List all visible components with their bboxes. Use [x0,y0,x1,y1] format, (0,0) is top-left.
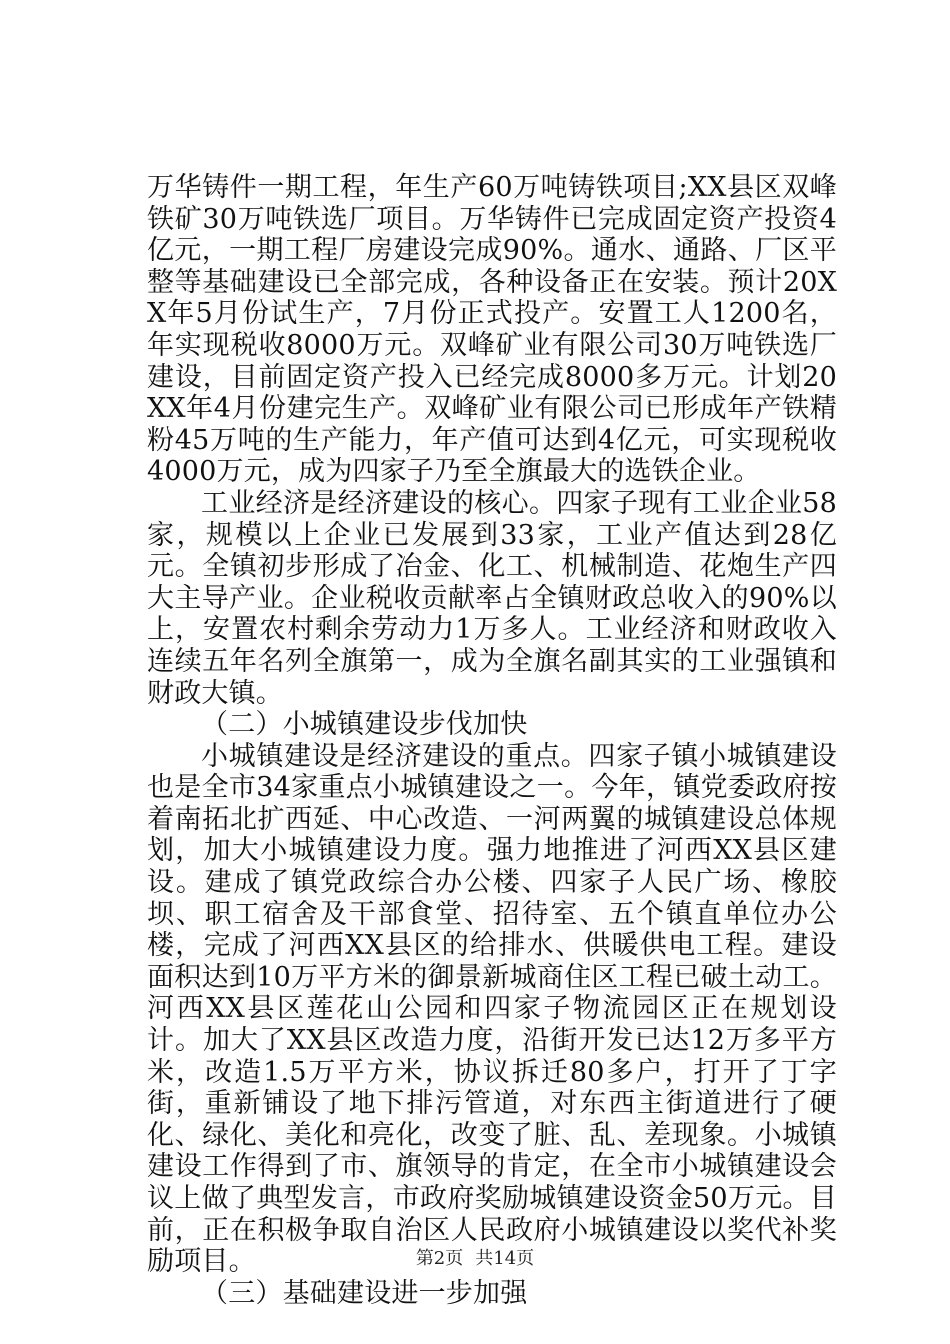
page-total: 共14页 [475,1248,535,1269]
document-body [147,172,837,1309]
paragraph-industrial-economy: 工业经济是经济建设的核心。四家子现有工业企业58家，规模以上企业已发展到33家，工业产值达到28亿元。全镇初步形成了冶金、化工、机械制造、花炮生产四大主导产业。企业税收贡献率占全镇财政总收入的90%以上，安置农村剩余劳动力1万多人。工业经济和财政收入连续五年名列全旗第一，成为全旗名副其实的工业强镇和财政大镇。 [147,487,837,709]
section-heading-small-town: （二）小城镇建设步伐加快 [201,709,528,741]
section-heading-infrastructure: （三）基础建设进一步加强 [201,1277,528,1309]
paragraph-small-town-construction: 小城镇建设是经济建设的重点。四家子镇小城镇建设也是全市34家重点小城镇建设之一。今年，镇党委政府按着南拓北扩西延、中心改造、一河两翼的城镇建设总体规划，加大小城镇建设力度。强力地推进了河西XX县区建设。建成了镇党政综合办公楼、四家子人民广场、橡胶坝、职工宿舍及干部食堂、招待室、五个镇直单位办公楼，完成了河西XX县区的给排水、供暖供电工程。建设面积达到10万平方米的御景新城商住区工程已破土动工。河西XX县区莲花山公园和四家子物流园区正在规划设计。加大了XX县区改造力度，沿街开发已达12万多平方米，改造1.5万平方米，协议拆迁80多户，打开了丁字街，重新铺设了地下排污管道，对东西主街道进行了硬化、绿化、美化和亮化，改变了脏、乱、差现象。小城镇建设工作得到了市、旗领导的肯定，在全市小城镇建设会议上做了典型发言，市政府奖励城镇建设资金50万元。目前，正在积极争取自治区人民政府小城镇建设以奖代补奖励项目。 [147,740,837,1278]
page-footer [0,1244,950,1270]
page-number: 第2页 [415,1248,464,1269]
paragraph-wanhua-projects: 万华铸件一期工程，年生产60万吨铸铁项目;XX县区双峰铁矿30万吨铁选厂项目。万华铸件已完成固定资产投资4亿元，一期工程厂房建设完成90%。通水、通路、厂区平整等基础建设已全部完成，各种设备正在安装。预计20XX年5月份试生产，7月份正式投产。安置工人1200名，年实现税收8000万元。双峰矿业有限公司30万吨铁选厂建设，目前固定资产投入已经完成8000多万元。计划20XX年4月份建完生产。双峰矿业有限公司已形成年产铁精粉45万吨的生产能力，年产值可达到4亿元，可实现税收4000万元，成为四家子乃至全旗最大的选铁企业。 [147,172,837,488]
